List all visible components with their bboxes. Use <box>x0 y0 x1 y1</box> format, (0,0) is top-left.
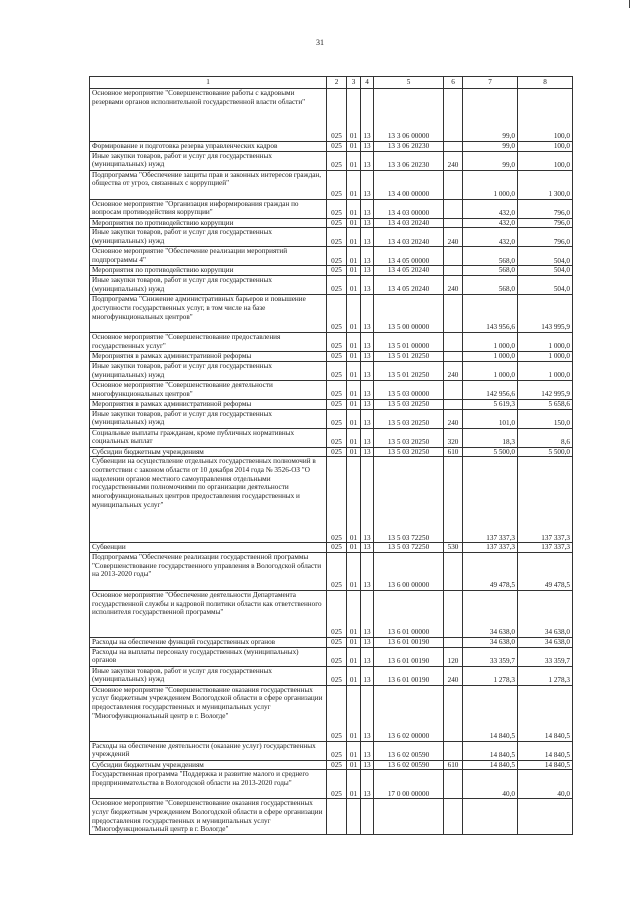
code-cell: 01 <box>347 685 361 741</box>
table-row <box>90 352 573 362</box>
code-cell: 13 5 03 20250 <box>374 447 444 457</box>
code-cell: 13 <box>361 333 374 352</box>
table-row <box>90 142 573 152</box>
header-cell: 2 <box>327 77 347 89</box>
code-cell: 025 <box>327 770 347 799</box>
amount-cell: 137 337,3 <box>463 457 518 543</box>
amount-cell: 14 840,5 <box>463 741 518 760</box>
code-cell: 240 <box>444 409 463 428</box>
amount-cell: 100,0 <box>518 151 573 170</box>
table-row <box>90 266 573 276</box>
code-cell <box>444 685 463 741</box>
code-cell: 13 5 03 72250 <box>374 457 444 543</box>
code-cell: 025 <box>327 399 347 409</box>
code-cell <box>444 380 463 399</box>
code-cell <box>444 799 463 835</box>
code-cell: 13 <box>361 295 374 333</box>
code-cell: 025 <box>327 228 347 247</box>
amount-cell: 1 000,0 <box>518 361 573 380</box>
code-cell: 13 <box>361 457 374 543</box>
code-cell: 13 6 02 00590 <box>374 760 444 770</box>
code-cell <box>361 799 374 835</box>
code-cell <box>444 333 463 352</box>
scan-edge-mark <box>629 0 630 8</box>
code-cell: 13 5 01 00000 <box>374 333 444 352</box>
code-cell <box>444 352 463 362</box>
amount-cell: 1 000,0 <box>463 352 518 362</box>
code-cell: 025 <box>327 295 347 333</box>
table-row <box>90 799 573 835</box>
code-cell: 13 <box>361 409 374 428</box>
code-cell: 025 <box>327 685 347 741</box>
code-cell: 01 <box>347 637 361 647</box>
amount-cell: 142 956,6 <box>463 380 518 399</box>
header-cell: 4 <box>361 77 374 89</box>
code-cell: 01 <box>347 333 361 352</box>
code-cell: 13 4 05 20240 <box>374 266 444 276</box>
amount-cell: 137 337,3 <box>518 457 573 543</box>
code-cell: 025 <box>327 741 347 760</box>
row-name-cell: Основное мероприятие "Совершенствование предоставления государственных услуг" <box>90 333 327 352</box>
code-cell: 13 6 01 00190 <box>374 666 444 685</box>
amount-cell: 14 840,5 <box>518 741 573 760</box>
code-cell: 025 <box>327 543 347 553</box>
code-cell: 13 <box>361 199 374 218</box>
table-row <box>90 447 573 457</box>
code-cell: 025 <box>327 266 347 276</box>
amount-cell: 5 500,0 <box>463 447 518 457</box>
header-cell: 6 <box>444 77 463 89</box>
header-cell: 1 <box>90 77 327 89</box>
row-name-cell: Субсидии бюджетным учреждениям <box>90 760 327 770</box>
row-name-cell: Иные закупки товаров, работ и услуг для государственных (муниципальных) нужд <box>90 361 327 380</box>
code-cell: 025 <box>327 218 347 228</box>
code-cell: 13 5 03 20250 <box>374 409 444 428</box>
code-cell: 17 0 00 00000 <box>374 770 444 799</box>
code-cell: 01 <box>347 741 361 760</box>
row-name-cell: Основное мероприятие "Совершенствование оказания государственных услуг бюджетным учреждением Вологодской области в сфере организации предоставления государственных и муниципальных услуг "Многофункциональный центр в г. Вологде" <box>90 685 327 741</box>
code-cell: 01 <box>347 276 361 295</box>
code-cell: 01 <box>347 590 361 637</box>
amount-cell: 150,0 <box>518 409 573 428</box>
amount-cell: 101,0 <box>463 409 518 428</box>
code-cell: 025 <box>327 637 347 647</box>
code-cell: 13 5 03 20250 <box>374 399 444 409</box>
row-name-cell: Мероприятия по противодействию коррупции <box>90 266 327 276</box>
code-cell <box>444 170 463 199</box>
amount-cell: 100,0 <box>518 142 573 152</box>
row-name-cell: Подпрограмма "Обеспечение защиты прав и законных интересов граждан, общества от угроз, связанных с коррупцией" <box>90 170 327 199</box>
row-name-cell: Мероприятия в рамках административной реформы <box>90 352 327 362</box>
amount-cell: 432,0 <box>463 199 518 218</box>
code-cell: 13 3 06 20230 <box>374 142 444 152</box>
code-cell: 13 <box>361 361 374 380</box>
amount-cell: 1 000,0 <box>463 333 518 352</box>
amount-cell <box>463 799 518 835</box>
amount-cell: 1 300,0 <box>518 170 573 199</box>
code-cell <box>444 247 463 266</box>
code-cell: 01 <box>347 142 361 152</box>
code-cell: 01 <box>347 409 361 428</box>
row-name-cell: Подпрограмма "Снижение административных барьеров и повышение доступности государственных услуг, в том числе на базе многофункциональных центров" <box>90 295 327 333</box>
amount-cell: 99,0 <box>463 151 518 170</box>
code-cell: 13 <box>361 447 374 457</box>
code-cell: 13 <box>361 266 374 276</box>
code-cell: 13 <box>361 637 374 647</box>
amount-cell: 8,6 <box>518 428 573 447</box>
code-cell: 13 <box>361 741 374 760</box>
row-name-cell: Иные закупки товаров, работ и услуг для государственных (муниципальных) нужд <box>90 666 327 685</box>
code-cell: 13 5 00 00000 <box>374 295 444 333</box>
code-cell: 13 4 00 00000 <box>374 170 444 199</box>
amount-cell: 99,0 <box>463 89 518 142</box>
row-name-cell: Субсидии бюджетным учреждениям <box>90 447 327 457</box>
amount-cell: 142 995,9 <box>518 380 573 399</box>
code-cell <box>327 799 347 835</box>
row-name-cell: Иные закупки товаров, работ и услуг для государственных (муниципальных) нужд <box>90 409 327 428</box>
code-cell <box>347 799 361 835</box>
code-cell: 01 <box>347 552 361 590</box>
table-row <box>90 457 573 543</box>
code-cell: 01 <box>347 89 361 142</box>
code-cell <box>374 799 444 835</box>
code-cell: 01 <box>347 447 361 457</box>
code-cell: 01 <box>347 457 361 543</box>
row-name-cell: Расходы на обеспечение функций государственных органов <box>90 637 327 647</box>
amount-cell: 1 278,3 <box>463 666 518 685</box>
table-row <box>90 199 573 218</box>
amount-cell: 40,0 <box>463 770 518 799</box>
code-cell <box>444 266 463 276</box>
code-cell: 120 <box>444 647 463 666</box>
amount-cell: 796,0 <box>518 218 573 228</box>
amount-cell: 796,0 <box>518 199 573 218</box>
code-cell: 025 <box>327 247 347 266</box>
code-cell: 01 <box>347 151 361 170</box>
table-row <box>90 637 573 647</box>
code-cell: 13 <box>361 151 374 170</box>
table-row <box>90 552 573 590</box>
table-row <box>90 409 573 428</box>
amount-cell: 432,0 <box>463 228 518 247</box>
code-cell: 13 <box>361 590 374 637</box>
row-name-cell: Формирование и подготовка резерва управленческих кадров <box>90 142 327 152</box>
budget-table <box>89 76 573 835</box>
table-row <box>90 760 573 770</box>
code-cell: 01 <box>347 199 361 218</box>
code-cell: 13 5 03 00000 <box>374 380 444 399</box>
amount-cell: 504,0 <box>518 247 573 266</box>
table-row <box>90 647 573 666</box>
amount-cell: 568,0 <box>463 266 518 276</box>
table-row <box>90 590 573 637</box>
code-cell: 240 <box>444 666 463 685</box>
row-name-cell: Мероприятия по противодействию коррупции <box>90 218 327 228</box>
amount-cell: 5 658,6 <box>518 399 573 409</box>
code-cell: 025 <box>327 170 347 199</box>
code-cell: 025 <box>327 409 347 428</box>
code-cell: 13 6 01 00190 <box>374 637 444 647</box>
amount-cell: 504,0 <box>518 266 573 276</box>
table-row <box>90 333 573 352</box>
code-cell: 13 <box>361 247 374 266</box>
code-cell: 13 <box>361 760 374 770</box>
code-cell: 13 6 00 00000 <box>374 552 444 590</box>
code-cell: 13 <box>361 228 374 247</box>
amount-cell: 14 840,5 <box>463 760 518 770</box>
amount-cell: 100,0 <box>518 89 573 142</box>
code-cell: 025 <box>327 447 347 457</box>
code-cell <box>444 741 463 760</box>
code-cell <box>444 399 463 409</box>
code-cell: 13 <box>361 666 374 685</box>
code-cell: 13 <box>361 352 374 362</box>
code-cell: 610 <box>444 447 463 457</box>
code-cell <box>444 89 463 142</box>
amount-cell: 34 638,0 <box>463 637 518 647</box>
amount-cell: 49 478,5 <box>463 552 518 590</box>
table-row <box>90 276 573 295</box>
amount-cell <box>518 799 573 835</box>
code-cell: 13 <box>361 428 374 447</box>
table-row <box>90 247 573 266</box>
amount-cell: 14 840,5 <box>463 685 518 741</box>
row-name-cell: Расходы на выплаты персоналу государственных (муниципальных) органов <box>90 647 327 666</box>
amount-cell: 143 956,6 <box>463 295 518 333</box>
row-name-cell: Основное мероприятие "Совершенствование работы с кадровыми резервами органов исполнительной государственной власти области" <box>90 89 327 142</box>
code-cell: 025 <box>327 352 347 362</box>
code-cell: 13 4 05 00000 <box>374 247 444 266</box>
amount-cell: 1 278,3 <box>518 666 573 685</box>
row-name-cell: Субвенции <box>90 543 327 553</box>
code-cell <box>444 295 463 333</box>
code-cell: 025 <box>327 361 347 380</box>
table-row <box>90 685 573 741</box>
code-cell: 13 4 05 20240 <box>374 276 444 295</box>
code-cell: 01 <box>347 266 361 276</box>
code-cell <box>444 218 463 228</box>
code-cell: 240 <box>444 361 463 380</box>
code-cell: 01 <box>347 228 361 247</box>
code-cell: 025 <box>327 552 347 590</box>
code-cell: 13 6 02 00000 <box>374 685 444 741</box>
code-cell: 610 <box>444 760 463 770</box>
code-cell: 01 <box>347 380 361 399</box>
amount-cell: 1 000,0 <box>463 361 518 380</box>
code-cell: 01 <box>347 666 361 685</box>
code-cell: 13 6 01 00000 <box>374 590 444 637</box>
code-cell <box>444 457 463 543</box>
code-cell: 13 <box>361 89 374 142</box>
code-cell: 13 <box>361 218 374 228</box>
amount-cell: 5 619,3 <box>463 399 518 409</box>
code-cell: 025 <box>327 457 347 543</box>
table-row <box>90 218 573 228</box>
code-cell <box>444 637 463 647</box>
code-cell: 01 <box>347 760 361 770</box>
amount-cell: 40,0 <box>518 770 573 799</box>
code-cell: 01 <box>347 361 361 380</box>
amount-cell: 137 337,3 <box>518 543 573 553</box>
code-cell: 240 <box>444 151 463 170</box>
code-cell <box>444 142 463 152</box>
code-cell: 13 <box>361 552 374 590</box>
table-row <box>90 361 573 380</box>
code-cell: 13 5 01 20250 <box>374 352 444 362</box>
table-row <box>90 170 573 199</box>
row-name-cell: Основное мероприятие "Обеспечение реализации мероприятий подпрограммы 4" <box>90 247 327 266</box>
code-cell: 01 <box>347 247 361 266</box>
header-cell: 8 <box>518 77 573 89</box>
code-cell: 13 <box>361 543 374 553</box>
code-cell: 13 5 01 20250 <box>374 361 444 380</box>
code-cell: 13 6 01 00190 <box>374 647 444 666</box>
amount-cell: 5 500,0 <box>518 447 573 457</box>
row-name-cell: Подпрограмма "Обеспечение реализации государственной программы "Совершенствование государственного управления в Вологодской области на 2013-2020 годы" <box>90 552 327 590</box>
code-cell: 01 <box>347 647 361 666</box>
code-cell: 13 <box>361 685 374 741</box>
row-name-cell: Государственная программа "Поддержка и развитие малого и среднего предпринимательства в Вологодской области на 2013-2020 годы" <box>90 770 327 799</box>
code-cell: 025 <box>327 89 347 142</box>
amount-cell: 568,0 <box>463 276 518 295</box>
code-cell <box>444 590 463 637</box>
code-cell: 13 4 03 20240 <box>374 218 444 228</box>
table-row <box>90 741 573 760</box>
code-cell: 13 3 06 00000 <box>374 89 444 142</box>
amount-cell: 796,0 <box>518 228 573 247</box>
code-cell: 025 <box>327 151 347 170</box>
amount-cell: 1 000,0 <box>518 352 573 362</box>
code-cell: 025 <box>327 666 347 685</box>
table-row <box>90 89 573 142</box>
amount-cell: 14 840,5 <box>518 760 573 770</box>
code-cell: 13 <box>361 170 374 199</box>
row-name-cell: Иные закупки товаров, работ и услуг для государственных (муниципальных) нужд <box>90 228 327 247</box>
code-cell: 13 <box>361 647 374 666</box>
code-cell: 01 <box>347 295 361 333</box>
code-cell: 13 <box>361 276 374 295</box>
amount-cell: 34 638,0 <box>518 590 573 637</box>
code-cell: 320 <box>444 428 463 447</box>
table-row <box>90 666 573 685</box>
amount-cell: 33 359,7 <box>518 647 573 666</box>
code-cell: 13 <box>361 380 374 399</box>
code-cell: 13 4 03 20240 <box>374 228 444 247</box>
table-row <box>90 770 573 799</box>
table-row <box>90 428 573 447</box>
code-cell: 13 3 06 20230 <box>374 151 444 170</box>
amount-cell: 99,0 <box>463 142 518 152</box>
code-cell: 01 <box>347 770 361 799</box>
code-cell: 025 <box>327 428 347 447</box>
table-row <box>90 228 573 247</box>
amount-cell: 504,0 <box>518 276 573 295</box>
amount-cell: 34 638,0 <box>518 637 573 647</box>
row-name-cell: Социальные выплаты гражданам, кроме публичных нормативных социальных выплат <box>90 428 327 447</box>
code-cell: 025 <box>327 647 347 666</box>
code-cell: 01 <box>347 543 361 553</box>
amount-cell: 432,0 <box>463 218 518 228</box>
code-cell: 01 <box>347 428 361 447</box>
code-cell: 13 <box>361 142 374 152</box>
code-cell: 13 <box>361 770 374 799</box>
row-name-cell: Основное мероприятие "Совершенствование оказания государственных услуг бюджетным учреждением Вологодской области в сфере организации предоставления государственных и муниципальных услуг "Многофункциональный центр в г. Вологде" <box>90 799 327 835</box>
table-row <box>90 399 573 409</box>
row-name-cell: Основное мероприятие "Совершенствование деятельности многофункциональных центров" <box>90 380 327 399</box>
amount-cell: 34 638,0 <box>463 590 518 637</box>
amount-cell: 49 478,5 <box>518 552 573 590</box>
code-cell: 13 <box>361 399 374 409</box>
code-cell: 01 <box>347 218 361 228</box>
row-name-cell: Иные закупки товаров, работ и услуг для государственных (муниципальных) нужд <box>90 151 327 170</box>
table-row <box>90 295 573 333</box>
code-cell: 01 <box>347 170 361 199</box>
code-cell <box>444 770 463 799</box>
code-cell: 01 <box>347 352 361 362</box>
header-cell: 5 <box>374 77 444 89</box>
header-cell: 3 <box>347 77 361 89</box>
code-cell: 13 6 02 00590 <box>374 741 444 760</box>
amount-cell: 568,0 <box>463 247 518 266</box>
code-cell: 240 <box>444 276 463 295</box>
code-cell: 13 5 03 72250 <box>374 543 444 553</box>
page-number: 31 <box>316 38 324 47</box>
code-cell: 01 <box>347 399 361 409</box>
table-row <box>90 543 573 553</box>
row-name-cell: Мероприятия в рамках административной реформы <box>90 399 327 409</box>
row-name-cell: Субвенции на осуществление отдельных государственных полномочий в соответствии с законом области от 10 декабря 2014 года № 3526-ОЗ "О наделении органов местного самоуправления отдельными государственными полномочиями по организации деятельности многофункциональных центров предоставления государственных и муниципальных услуг" <box>90 457 327 543</box>
row-name-cell: Расходы на обеспечение деятельности (оказание услуг) государственных учреждений <box>90 741 327 760</box>
header-cell: 7 <box>463 77 518 89</box>
amount-cell: 18,3 <box>463 428 518 447</box>
amount-cell: 137 337,3 <box>463 543 518 553</box>
code-cell: 025 <box>327 760 347 770</box>
row-name-cell: Иные закупки товаров, работ и услуг для государственных (муниципальных) нужд <box>90 276 327 295</box>
code-cell: 025 <box>327 333 347 352</box>
code-cell: 025 <box>327 199 347 218</box>
code-cell: 530 <box>444 543 463 553</box>
amount-cell: 33 359,7 <box>463 647 518 666</box>
code-cell <box>444 552 463 590</box>
row-name-cell: Основное мероприятие "Организация информирования граждан по вопросам противодействия коррупции" <box>90 199 327 218</box>
row-name-cell: Основное мероприятие "Обеспечение деятельности Департамента государственной службы и кадровой политики области как ответственного исполнителя государственной программы" <box>90 590 327 637</box>
code-cell: 025 <box>327 276 347 295</box>
header-row <box>90 77 573 89</box>
amount-cell: 1 000,0 <box>463 170 518 199</box>
code-cell: 025 <box>327 380 347 399</box>
code-cell: 13 4 03 00000 <box>374 199 444 218</box>
code-cell: 025 <box>327 590 347 637</box>
code-cell: 13 5 03 20250 <box>374 428 444 447</box>
code-cell <box>444 199 463 218</box>
code-cell: 240 <box>444 228 463 247</box>
amount-cell: 1 000,0 <box>518 333 573 352</box>
code-cell: 025 <box>327 142 347 152</box>
amount-cell: 14 840,5 <box>518 685 573 741</box>
table-row <box>90 151 573 170</box>
table-row <box>90 380 573 399</box>
amount-cell: 143 995,9 <box>518 295 573 333</box>
